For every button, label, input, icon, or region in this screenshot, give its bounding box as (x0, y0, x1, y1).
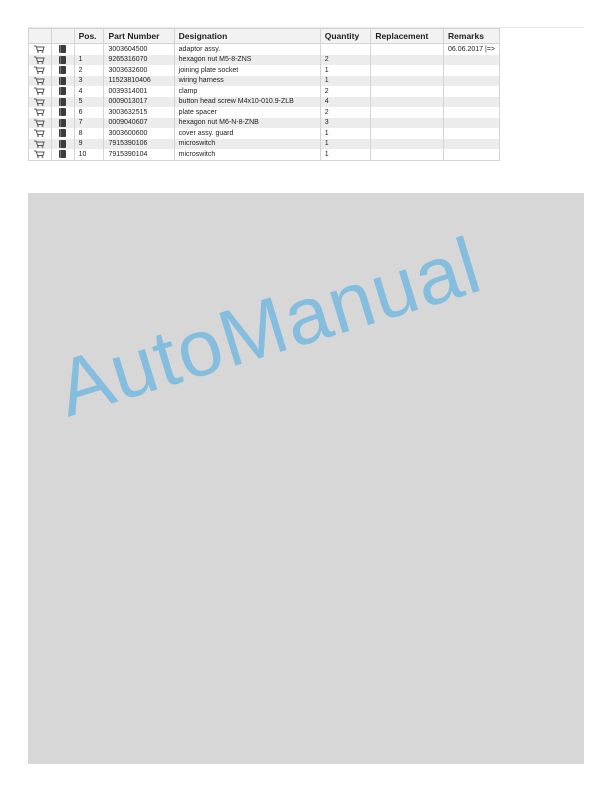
header-cart (29, 29, 52, 44)
cart-cell[interactable] (29, 139, 52, 150)
cell-replacement (371, 86, 444, 97)
cell-pos: 6 (74, 107, 104, 118)
book-cell[interactable] (51, 55, 74, 66)
cell-part-number: 0009013017 (104, 97, 174, 108)
book-icon[interactable] (59, 66, 66, 74)
cart-cell[interactable] (29, 76, 52, 87)
cell-replacement (371, 118, 444, 129)
cell-replacement (371, 139, 444, 150)
table-row (29, 97, 500, 108)
book-cell[interactable] (51, 107, 74, 118)
cell-designation: microswitch (174, 139, 320, 150)
cell-remarks (444, 107, 500, 118)
cell-quantity: 2 (320, 86, 371, 97)
book-icon[interactable] (59, 77, 66, 85)
cart-icon[interactable] (34, 99, 45, 106)
cell-remarks (444, 118, 500, 129)
cart-cell[interactable] (29, 128, 52, 139)
cell-replacement (371, 65, 444, 76)
table-row (29, 128, 500, 139)
book-cell[interactable] (51, 86, 74, 97)
book-icon[interactable] (59, 87, 66, 95)
cell-designation: plate spacer (174, 107, 320, 118)
cell-part-number: 3003604500 (104, 44, 174, 55)
book-cell[interactable] (51, 76, 74, 87)
table-row (29, 118, 500, 129)
cell-designation: adaptor assy. (174, 44, 320, 55)
header-part-number: Part Number (104, 29, 174, 44)
cart-icon[interactable] (34, 46, 45, 53)
header-remarks: Remarks (444, 29, 500, 44)
cell-remarks[interactable]: 06.06.2017 |=> (444, 44, 500, 55)
watermark: AutoManual (46, 220, 491, 434)
cell-replacement (371, 55, 444, 66)
table-row (29, 139, 500, 150)
book-icon[interactable] (59, 140, 66, 148)
book-icon[interactable] (59, 56, 66, 64)
cell-part-number: 0009040607 (104, 118, 174, 129)
cart-cell[interactable] (29, 55, 52, 66)
book-cell[interactable] (51, 139, 74, 150)
cart-cell[interactable] (29, 107, 52, 118)
book-cell[interactable] (51, 118, 74, 129)
cell-designation: hexagon nut M6-N-8-ZNB (174, 118, 320, 129)
cell-pos: 1 (74, 55, 104, 66)
cell-designation: button head screw M4x10-010.9-ZLB (174, 97, 320, 108)
cell-pos: 8 (74, 128, 104, 139)
cell-replacement (371, 44, 444, 55)
cell-quantity: 2 (320, 107, 371, 118)
cart-icon[interactable] (34, 130, 45, 137)
book-icon[interactable] (59, 45, 66, 53)
book-cell[interactable] (51, 65, 74, 76)
cell-part-number: 9265316070 (104, 55, 174, 66)
cart-icon[interactable] (34, 78, 45, 85)
cell-replacement (371, 76, 444, 87)
cell-designation: joining plate socket (174, 65, 320, 76)
parts-table (28, 28, 500, 161)
header-quantity: Quantity (320, 29, 371, 44)
cart-cell[interactable] (29, 97, 52, 108)
cart-icon[interactable] (34, 151, 45, 158)
table-header-row (29, 29, 500, 44)
cell-designation: microswitch (174, 149, 320, 160)
cart-cell[interactable] (29, 149, 52, 160)
cell-remarks (444, 86, 500, 97)
cell-replacement (371, 97, 444, 108)
cell-quantity: 1 (320, 65, 371, 76)
cell-replacement (371, 128, 444, 139)
cell-remarks (444, 55, 500, 66)
cart-icon[interactable] (34, 141, 45, 148)
cart-icon[interactable] (34, 88, 45, 95)
cell-pos: 9 (74, 139, 104, 150)
cell-pos: 3 (74, 76, 104, 87)
cell-designation: wiring harness (174, 76, 320, 87)
cell-replacement (371, 107, 444, 118)
header-pos: Pos. (74, 29, 104, 44)
cell-quantity: 1 (320, 149, 371, 160)
cell-part-number: 3003632515 (104, 107, 174, 118)
header-book (51, 29, 74, 44)
cell-part-number: 0039314001 (104, 86, 174, 97)
table-row (29, 44, 500, 55)
cell-designation: clamp (174, 86, 320, 97)
book-icon[interactable] (59, 150, 66, 158)
cell-pos: 4 (74, 86, 104, 97)
cart-icon[interactable] (34, 67, 45, 74)
cell-pos (74, 44, 104, 55)
cell-remarks (444, 149, 500, 160)
book-icon[interactable] (59, 108, 66, 116)
cart-icon[interactable] (34, 120, 45, 127)
table-row (29, 55, 500, 66)
cell-remarks (444, 76, 500, 87)
cell-quantity (320, 44, 371, 55)
book-cell[interactable] (51, 44, 74, 55)
cell-quantity: 4 (320, 97, 371, 108)
cell-remarks (444, 128, 500, 139)
cell-part-number: 3003632600 (104, 65, 174, 76)
cell-part-number: 11523810406 (104, 76, 174, 87)
cell-quantity: 1 (320, 128, 371, 139)
cell-replacement (371, 149, 444, 160)
cell-remarks (444, 139, 500, 150)
table-row (29, 86, 500, 97)
book-icon[interactable] (59, 129, 66, 137)
cell-remarks (444, 65, 500, 76)
cell-part-number: 3003600600 (104, 128, 174, 139)
cart-icon[interactable] (34, 109, 45, 116)
cell-pos: 7 (74, 118, 104, 129)
cell-quantity: 2 (320, 55, 371, 66)
header-designation: Designation (174, 29, 320, 44)
cell-pos: 2 (74, 65, 104, 76)
book-cell[interactable] (51, 149, 74, 160)
cell-pos: 5 (74, 97, 104, 108)
cell-quantity: 1 (320, 139, 371, 150)
table-row (29, 107, 500, 118)
table-row (29, 149, 500, 160)
cell-quantity: 3 (320, 118, 371, 129)
table-row (29, 76, 500, 87)
cart-icon[interactable] (34, 57, 45, 64)
cell-part-number: 7915390104 (104, 149, 174, 160)
cart-cell[interactable] (29, 65, 52, 76)
book-cell[interactable] (51, 128, 74, 139)
book-icon[interactable] (59, 119, 66, 127)
book-icon[interactable] (59, 98, 66, 106)
cell-designation: cover assy. guard (174, 128, 320, 139)
cart-cell[interactable] (29, 118, 52, 129)
cell-pos: 10 (74, 149, 104, 160)
cell-quantity: 1 (320, 76, 371, 87)
cell-part-number: 7915390106 (104, 139, 174, 150)
cell-remarks (444, 97, 500, 108)
cell-designation: hexagon nut M5-8-ZNS (174, 55, 320, 66)
cart-cell[interactable] (29, 44, 52, 55)
cart-cell[interactable] (29, 86, 52, 97)
book-cell[interactable] (51, 97, 74, 108)
header-replacement: Replacement (371, 29, 444, 44)
table-row (29, 65, 500, 76)
